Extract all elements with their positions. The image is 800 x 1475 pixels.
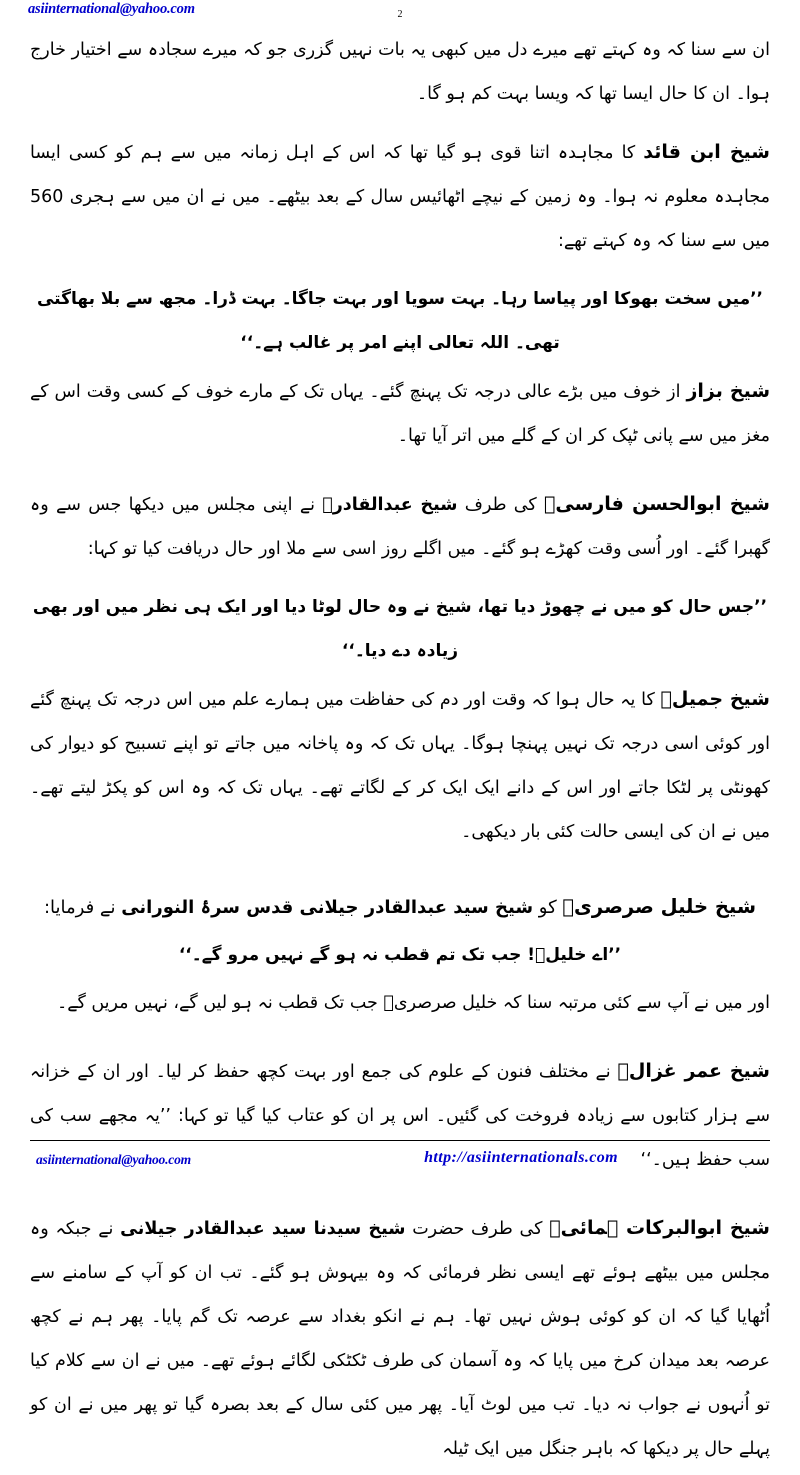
paragraph-2 xyxy=(30,130,770,263)
paragraph-5 xyxy=(30,677,770,854)
document-body xyxy=(30,28,770,1475)
paragraph-4 xyxy=(30,482,770,571)
heading-1-text: کو xyxy=(533,897,563,918)
paragraph-8-text: کی طرف حضرت xyxy=(405,1219,550,1239)
spacer xyxy=(30,575,770,585)
footer-website-link[interactable]: http://asiinternationals.com xyxy=(424,1149,618,1166)
paragraph-2-text: کا مجاہدہ اتنا قوی ہو گیا تھا کہ اس کے اہل زمانہ میں سے ہم کو کسی ایسا مجاہدہ معلوم نہ ہوا۔ وہ زمین کے نیچے اٹھائیس سال کے بعد بیٹھے۔ میں نے ان میں سے ہجری 560 میں سے سنا کہ وہ کہتے تھے: xyxy=(30,143,770,251)
heading-1-text2: نے فرمایا: xyxy=(43,897,122,918)
spacer xyxy=(30,1029,770,1049)
heading-1 xyxy=(30,884,770,931)
paragraph-3-text: از خوف میں بڑے عالی درجہ تک پہنچ گئے۔ یہاں تک کے مارے خوف کے کسی وقت اس کے مغز میں سے پانی ٹپک کر ان کے گلے میں اتر آیا تھا۔ xyxy=(30,382,770,446)
paragraph-4-bold-mid: شیخ عبدالقادرؒ xyxy=(322,495,458,515)
paragraph-1 xyxy=(30,28,770,116)
paragraph-5-lead: شیخ جمیلؒ xyxy=(660,688,770,710)
footer-divider xyxy=(30,1140,770,1141)
quote-3 xyxy=(30,933,770,977)
quote-3-text: ’’اے خلیلؒ! جب تک تم قطب نہ ہو گے نہیں مرو گے۔‘‘ xyxy=(178,945,622,965)
paragraph-1-text: ان سے سنا کہ وہ کہتے تھے میرے دل میں کبھی یہ بات نہیں گزری جو کہ میرے سجادہ سے اختیار خارج ہوا۔ ان کا حال ایسا تھا کہ ویسا بہت کم ہو گا۔ xyxy=(30,40,770,104)
paragraph-7-text: نے مختلف فنون کے علوم کی جمع اور بہت کچھ حفظ کر لیا۔ اور ان کے خزانہ سے ہزار کتابوں سے زیادہ فروخت کی گئیں۔ اس پر ان کو عتاب کیا گیا تو کہا: ’’یہ مجھے سب کی سب حفظ ہیں۔‘‘ xyxy=(30,1062,770,1170)
heading-1-bold-mid: شیخ سید عبدالقادر جیلانی قدس سرۂ النورانی xyxy=(121,897,534,918)
paragraph-3 xyxy=(30,369,770,458)
paragraph-4-text2: نے اپنی مجلس میں دیکھا جس سے وہ گھبرا گئے۔ اور اُسی وقت کھڑے ہو گئے۔ میں اگلے روز اسی سے ملا اور حال دریافت کیا تو کہا: xyxy=(30,495,770,559)
spacer xyxy=(30,858,770,884)
page-footer xyxy=(0,1140,800,1200)
paragraph-8 xyxy=(30,1206,770,1471)
header-email-link[interactable]: asiinternational@yahoo.com xyxy=(28,1,195,17)
spacer xyxy=(30,120,770,130)
paragraph-6-text: اور میں نے آپ سے کئی مرتبہ سنا کہ خلیل صرصریؒ جب تک قطب نہ ہو لیں گے، نہیں مریں گے۔ xyxy=(56,993,770,1013)
paragraph-4-lead: شیخ ابوالحسن فارسیؒ xyxy=(544,493,770,515)
heading-1-lead: شیخ خلیل صرصریؒ xyxy=(562,895,757,918)
paragraph-4-text: کی طرف xyxy=(457,495,545,515)
paragraph-5-text: کا یہ حال ہوا کہ وقت اور دم کی حفاظت میں ہمارے علم میں اس درجہ تک پہنچ گئے اور کوئی اسی درجہ تک نہیں پہنچا ہوگا۔ یہاں تک کہ وہ پاخانہ میں جاتے تو اپنے تسبیح کو دیوار کی کھونٹی پر لٹکا جاتے اور اس کے دانے ایک ایک کر کے لگاتے تھے۔ یہاں تک کہ وہ اس کو پکڑ لیتے تھے۔ میں نے ان کی ایسی حالت کئی بار دیکھی۔ xyxy=(30,690,770,842)
quote-1-text: ’’میں سخت بھوکا اور پیاسا رہا۔ بہت سویا اور بہت جاگا۔ بہت ڈرا۔ مجھ سے بلا بھاگتی تھی۔ اللہ تعالی اپنے امر پر غالب ہے۔‘‘ xyxy=(36,289,764,353)
paragraph-8-lead: شیخ ابوالبرکات ہمائیؒ xyxy=(549,1217,770,1239)
paragraph-6 xyxy=(30,981,770,1025)
spacer xyxy=(30,267,770,277)
quote-2 xyxy=(30,585,770,673)
paragraph-2-lead: شیخ ابن قائد xyxy=(643,141,770,163)
paragraph-8-bold-mid: شیخ سیدنا سید عبدالقادر جیلانی xyxy=(120,1219,406,1239)
footer-email-link[interactable]: asiinternational@yahoo.com xyxy=(36,1152,191,1167)
page-header xyxy=(0,0,800,26)
paragraph-3-lead: شیخ بزاز xyxy=(686,380,771,402)
spacer xyxy=(30,462,770,482)
paragraph-8-text2: نے جبکہ وہ مجلس میں بیٹھے ہوئے تھے ایسی نظر فرمائی کہ وہ بیہوش ہو گئے۔ تب ان کو آپ کے سامنے سے اُٹھایا گیا کہ ان کو کوئی ہوش نہیں تھا۔ ہم نے انکو بغداد سے عرصہ تک گم پایا۔ پھر ہم نے کچھ عرصہ بعد میدان کرخ میں پایا کہ وہ آسمان کی طرف ٹکٹکی لگائے ہوئے تھے۔ میں نے ان سے کلام کیا تو اُنہوں نے جواب نہ دیا۔ تب میں لوٹ آیا۔ پھر میں کئی سال کے بعد بصرہ گیا تو پھر میں نے ان کو پہلے حال پر دیکھا کہ باہر جنگل میں ایک ٹیلہ xyxy=(30,1219,770,1459)
page-number: 2 xyxy=(397,9,403,20)
quote-1 xyxy=(30,277,770,365)
quote-2-text: ’’جس حال کو میں نے چھوڑ دیا تھا، شیخ نے وہ حال لوٹا دیا اور ایک ہی نظر میں اور بھی زیادہ دے دیا۔‘‘ xyxy=(32,597,768,661)
paragraph-7-lead: شیخ عمر غزالؒ xyxy=(617,1060,770,1082)
